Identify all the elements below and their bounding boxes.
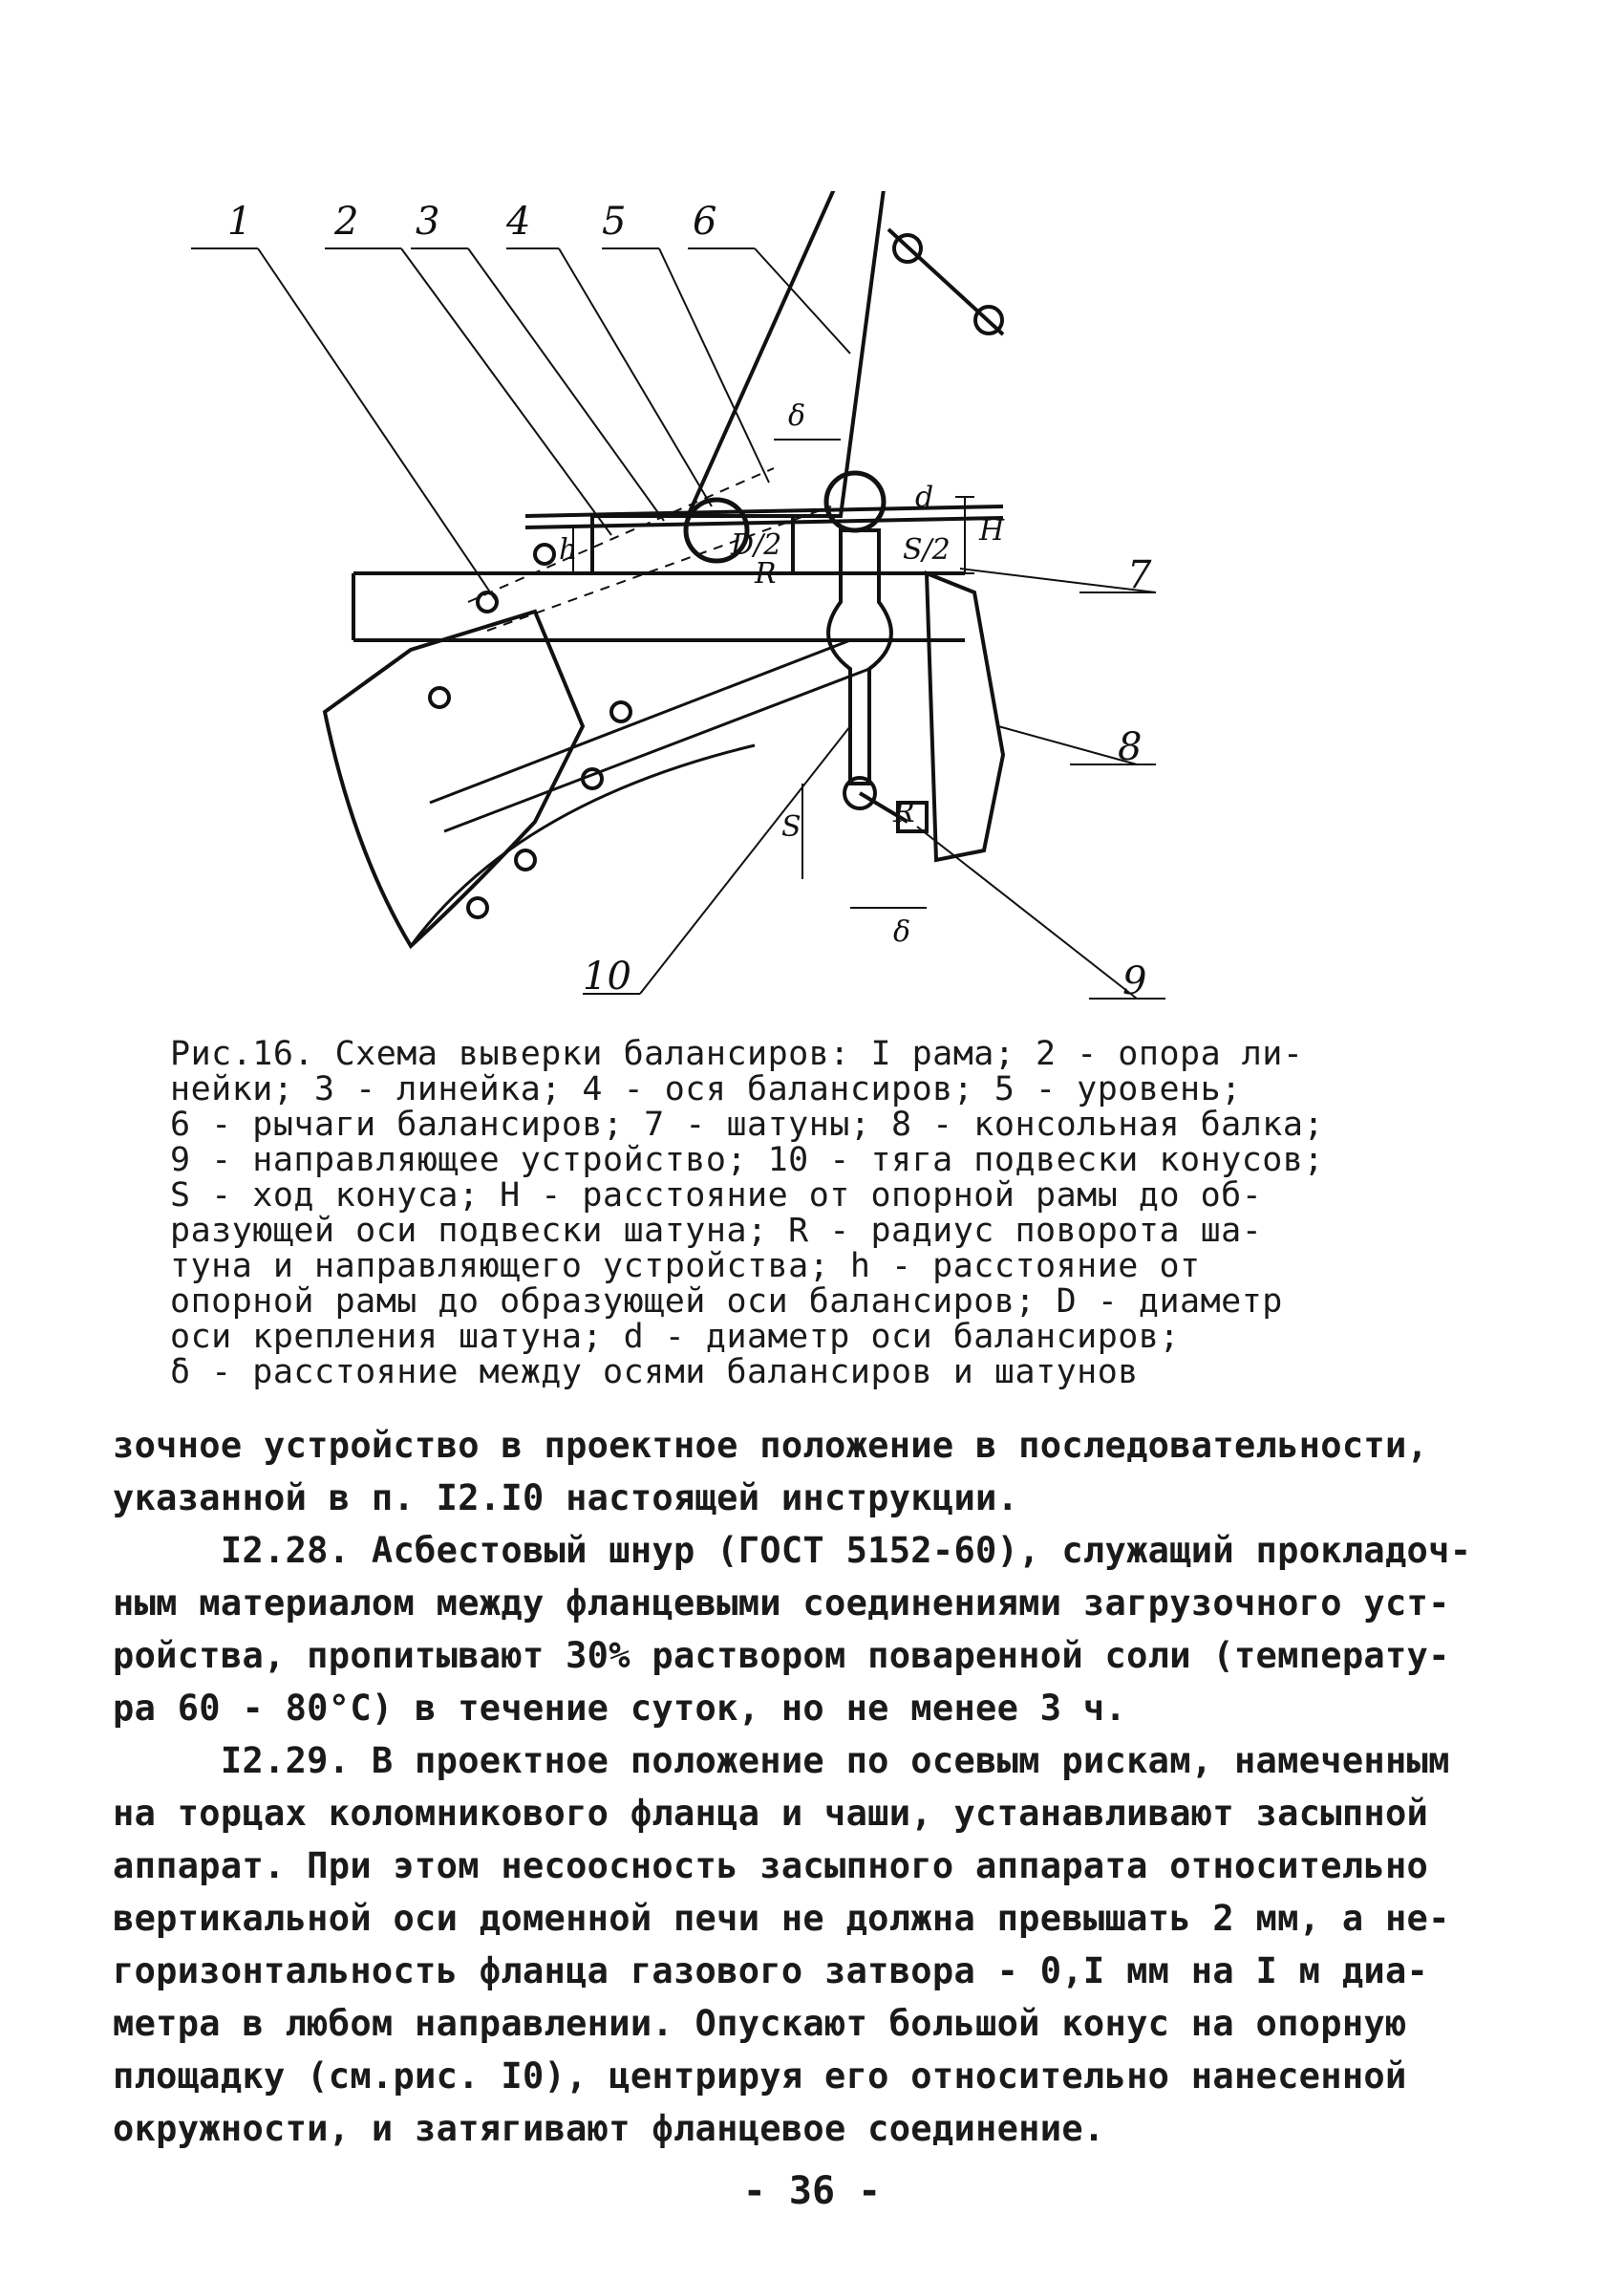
caption-line: туна и направляющего устройства; h - расстояние от (170, 1247, 1201, 1285)
leader-8 (998, 726, 1137, 764)
lever-rod (888, 229, 1003, 334)
leader-9 (917, 827, 1137, 999)
console-beam (927, 573, 1003, 860)
body-line: ра 60 - 80°С) в течение суток, но не менее 3 ч. (113, 1688, 1127, 1729)
diagram-svg (182, 191, 1185, 1013)
body-line: ройства, пропитывают 30% раствором поваренной соли (температу- (113, 1635, 1450, 1676)
caption-line: Рис.16. Схема выверки балансиров: I рама; 2 - опора ли- (170, 1035, 1304, 1073)
caption-line: разующей оси подвески шатуна; R - радиус поворота ша- (170, 1212, 1263, 1250)
callout-8: 8 (1118, 725, 1143, 769)
dim-R-bottom: R (893, 796, 915, 829)
body-line: I2.28. Асбестовый шнур (ГОСТ 5152-60), служащий прокладоч- (113, 1530, 1472, 1571)
caption-line: δ - расстояние между осями балансиров и шатунов (170, 1353, 1139, 1391)
callout-6: 6 (693, 200, 717, 244)
balancer-alignment-diagram (182, 191, 1185, 1013)
dim-H: H (979, 514, 1005, 548)
body-line: окружности, и затягивают фланцевое соединение. (113, 2108, 1105, 2149)
leader-10 (640, 726, 850, 994)
body-line: площадку (см.рис. I0), центрируя его относительно нанесенной (113, 2055, 1407, 2097)
figure-caption (170, 1037, 1355, 1390)
callout-9: 9 (1122, 959, 1147, 1003)
dim-delta-bottom: δ (893, 915, 911, 949)
body-line: указанной в п. I2.I0 настоящей инструкции. (113, 1477, 1019, 1518)
body-line: аппарат. При этом несоосность засыпного аппарата относительно (113, 1845, 1429, 1886)
body-line: метра в любом направлении. Опускают большой конус на опорную (113, 2003, 1407, 2044)
callout-2: 2 (334, 200, 359, 244)
callout-3: 3 (416, 200, 440, 244)
callout-1: 1 (227, 200, 252, 244)
callout-7: 7 (1127, 553, 1152, 597)
leader-3 (468, 248, 664, 521)
body-line: ным материалом между фланцевыми соединениями загрузочного уст- (113, 1582, 1450, 1624)
body-line: горизонтальность фланца газового затвора - 0,I мм на I м диа- (113, 1950, 1429, 1991)
dim-D-half: D/2 (731, 528, 782, 562)
caption-line: 9 - направляющее устройство; 10 - тяга подвески конусов; (170, 1141, 1325, 1179)
dim-h: h (559, 533, 578, 567)
body-line: вертикальной оси доменной печи не должна превышать 2 мм, а не- (113, 1898, 1450, 1939)
callout-4: 4 (506, 200, 531, 244)
dim-S-half: S/2 (903, 533, 951, 567)
callout-5: 5 (602, 200, 627, 244)
caption-line: оси крепления шатуна; d - диаметр оси балансиров; (170, 1318, 1181, 1356)
body-line: зочное устройство в проектное положение в последовательности, (113, 1425, 1429, 1466)
dim-S: S (781, 810, 801, 844)
caption-line: нейки; 3 - линейка; 4 - ося балансиров; 5 - уровень; (170, 1070, 1242, 1108)
caption-line: S - ход конуса; Н - расстояние от опорной рамы до об- (170, 1176, 1263, 1215)
caption-line: опорной рамы до образующей оси балансиров; D - диаметр (170, 1282, 1283, 1321)
leader-1 (258, 248, 497, 602)
caption-line: 6 - рычаги балансиров; 7 - шатуны; 8 - консольная балка; (170, 1106, 1325, 1144)
callout-10: 10 (583, 955, 631, 999)
leader-4 (559, 248, 712, 506)
body-line: на торцах коломникового фланца и чаши, устанавливают засыпной (113, 1793, 1429, 1834)
leader-2 (401, 248, 611, 535)
connecting-rod (828, 530, 891, 784)
dim-d: d (915, 481, 934, 514)
page-number: - 36 - (742, 2169, 882, 2213)
dim-delta-top: δ (788, 399, 806, 433)
body-line: I2.29. В проектное положение по осевым рискам, намеченным (113, 1740, 1450, 1781)
body-text (113, 1419, 1472, 2155)
balancer-levers (688, 191, 888, 516)
dim-R-top: R (755, 557, 777, 591)
